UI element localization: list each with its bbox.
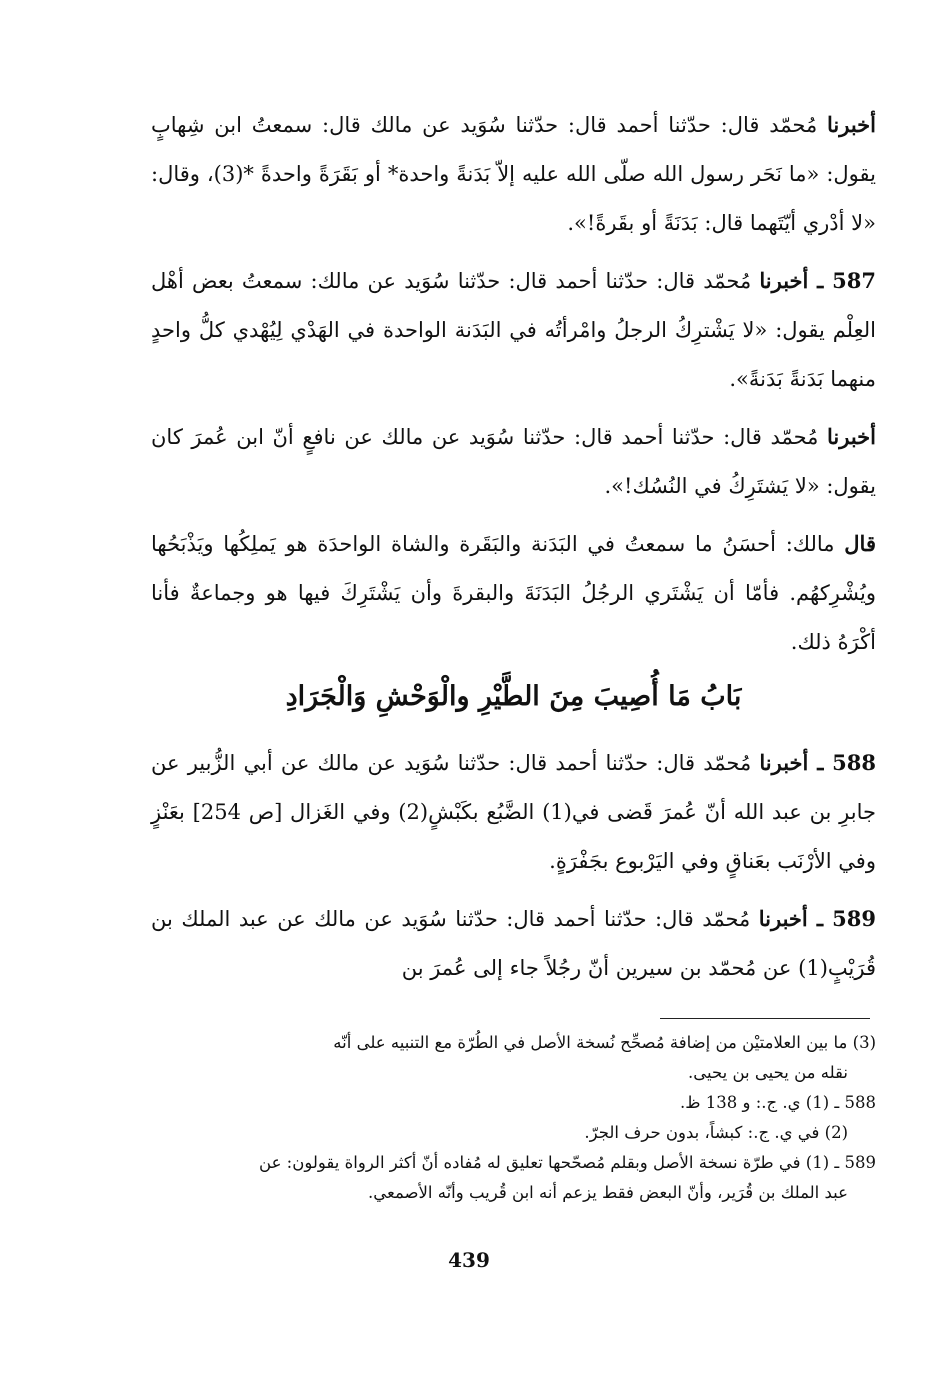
paragraph bbox=[151, 738, 876, 886]
paragraph-text: مُحمّد قال: حدّثنا أحمد قال: حدّثنا سُوَيد عن مالك: سمعتُ بعض أهْل العِلْم يقول: «لا يَشْترِكُ الرجلُ وامْرأتُه في البَدَنة الواحدة في الهَدْي لِيُهْدي كلُّ واحدٍ منهما بَدَنةً بَدَنةً». bbox=[151, 269, 876, 391]
paragraph-lead: أخبرنا bbox=[827, 424, 876, 449]
paragraph bbox=[151, 519, 876, 667]
paragraph bbox=[151, 100, 876, 248]
paragraph-text: مُحمّد قال: حدّثنا أحمد قال: حدّثنا سُوَيد عن مالك قال: سمعتُ ابن شِهابٍ يقول: «ما نَحَر رسول الله صلّى الله عليه إلاّ بَدَنةً واحدة* أو بَقَرَةً واحدةً *(3)، وقال: «لا أدْري أيّتَهما قال: بَدَنَةً أو بقَرةً!». bbox=[151, 113, 877, 235]
footnote-line: (3) ما بين العلامتيْن من إضافة مُصحِّح نُسخة الأصل في الطُرّة مع التنبيه على أنّه bbox=[333, 1033, 876, 1052]
paragraph-text: مالك: أحسَنُ ما سمعتُ في البَدَنة والبَقَرة والشاة الواحدَة هو يَملِكُها ويَذْبَحُها ويُشْرِكهُم. فأمّا أن يَشْتَري الرجُلُ البَدَنَةَ والبقرةَ وأن يَشْتَرِكَ فيها هو وجماعةٌ فأنا أكْرَهُ ذلك. bbox=[151, 532, 876, 654]
footnote-line: 588 ـ (1) ي. ج.: و 138 ظ. bbox=[679, 1093, 876, 1112]
footnote-line: (2) في ي. ج.: كبشاً، بدون حرف الجرّ. bbox=[584, 1123, 848, 1142]
paragraph-lead: قال bbox=[844, 531, 876, 556]
footnote-line: عبد الملك بن قُرَير، وأنّ البعض فقط يزعم أنه ابن قُريب وأنّه الأصمعي. bbox=[368, 1183, 848, 1202]
paragraph-lead: أخبرنا bbox=[827, 112, 876, 137]
paragraph-lead: 587 ـ أخبرنا bbox=[759, 268, 876, 293]
paragraph-text: مُحمّد قال: حدّثنا أحمد قال: حدّثنا سُوَيد عن مالك عن عبد الملك بن قُرَيْبٍ(1) عن مُحمّد بن سيرين أنّ رجُلاً جاء إلى عُمرَ بن bbox=[151, 907, 876, 980]
footnote-line: نقله من يحيى بن يحيى. bbox=[688, 1063, 848, 1082]
page-number: 439 bbox=[448, 1248, 490, 1272]
paragraph-text: مُحمّد قال: حدّثنا أحمد قال: حدّثنا سُوَيد عن مالك عن نافعٍ أنّ ابن عُمرَ كان يقول: «لا يَشتَرِكُ في النُسُك!». bbox=[151, 425, 876, 498]
paragraph bbox=[151, 256, 876, 404]
chapter-heading: بَابُ مَا أُصِيبَ مِنَ الطَّيْرِ والْوَحْشِ وَالْجَرَادِ bbox=[285, 681, 742, 712]
main-text-block bbox=[151, 100, 876, 675]
paragraph-lead: 588 ـ أخبرنا bbox=[759, 750, 877, 775]
paragraph bbox=[151, 894, 876, 993]
paragraph-text: مُحمّد قال: حدّثنا أحمد قال: حدّثنا سُوَيد عن مالك عن أبي الزُّبير عن جابرِ بن عبد الله أنّ عُمرَ قَضى في(1) الضَّبُع بكَبْشٍ(2) وفي الغَزال [ص 254] بعَنْزٍ وفي الأرْنَب بعَناقٍ وفي اليَرْبوع بجَفْرَةٍ. bbox=[151, 751, 876, 873]
paragraph bbox=[151, 412, 876, 511]
paragraph-lead: 589 ـ أخبرنا bbox=[758, 906, 876, 931]
footnote-line: 589 ـ (1) في طرّة نسخة الأصل وبقلم مُصحّحها تعليق له مُفاده أنّ أكثر الرواة يقولون: عن bbox=[259, 1153, 876, 1172]
footnote-divider bbox=[660, 1018, 870, 1019]
footnotes-block bbox=[151, 1028, 876, 1208]
chapter-text-block bbox=[151, 738, 876, 1001]
